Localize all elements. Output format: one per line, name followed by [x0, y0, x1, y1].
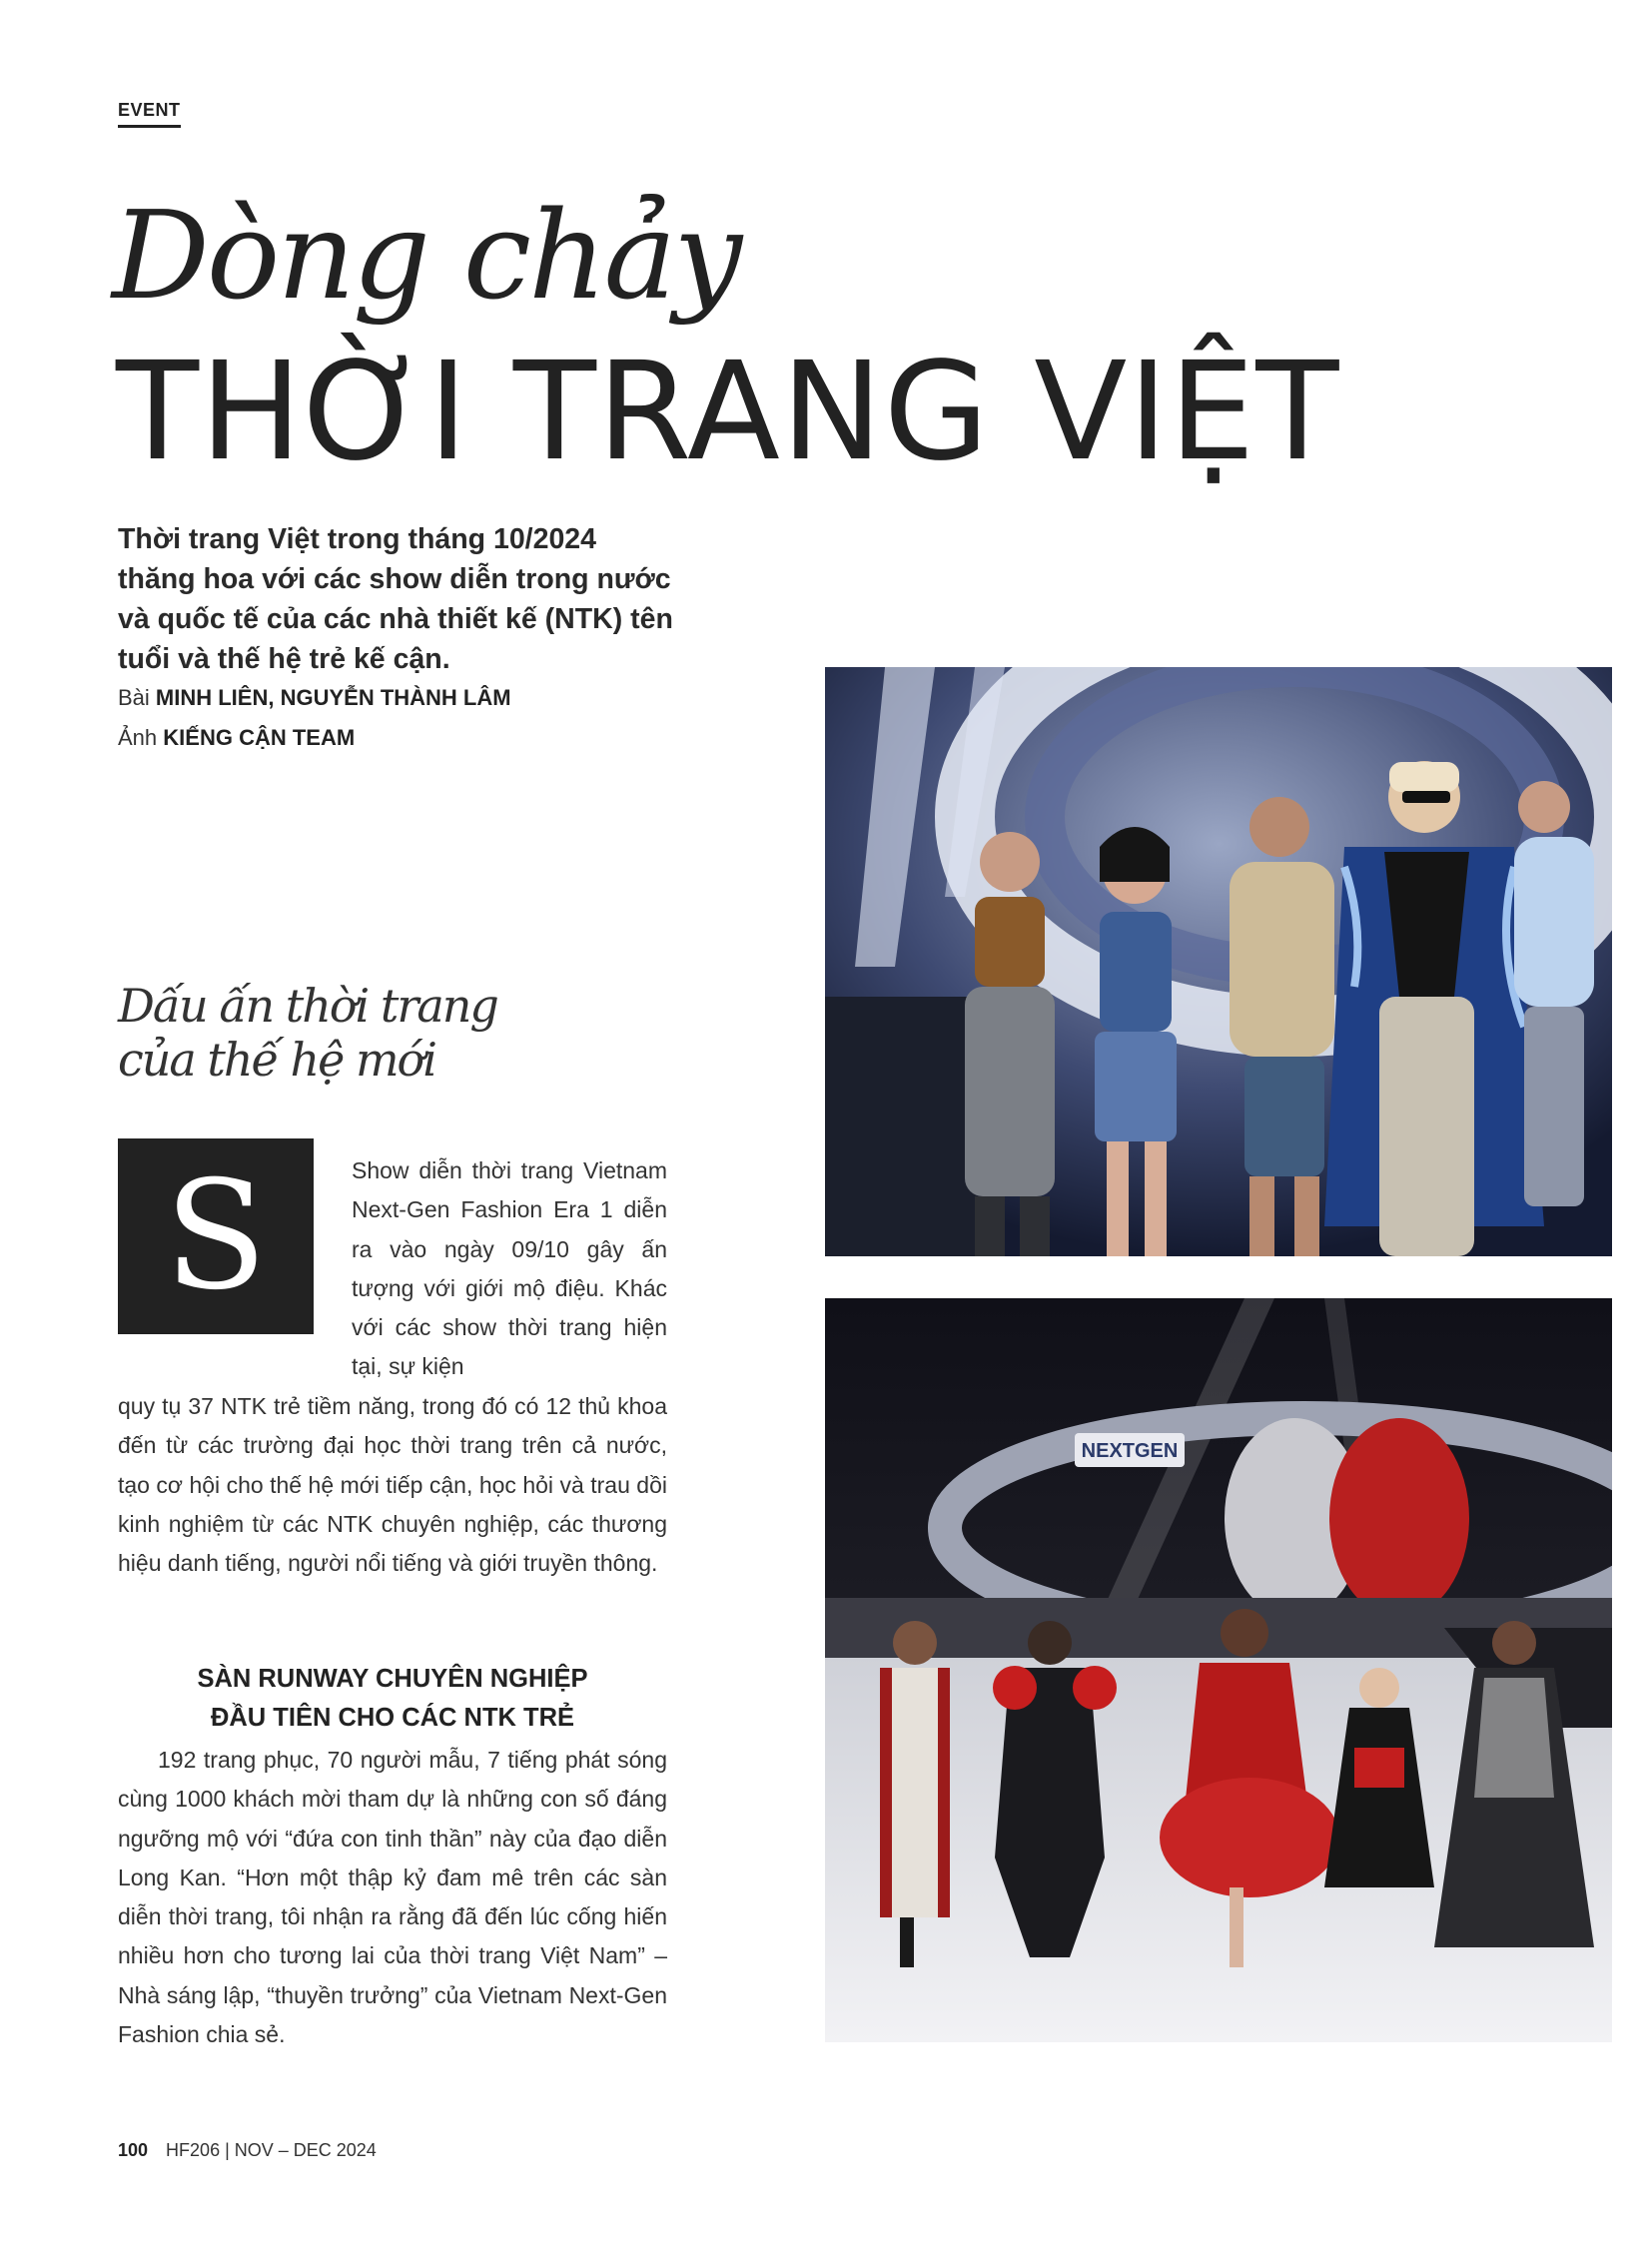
page-number: 100	[118, 2140, 149, 2160]
runway-models-photo	[825, 667, 1612, 1256]
paragraph-1-tail: quy tụ 37 NTK trẻ tiềm năng, trong đó có 12 thủ khoa đến từ các trường đại học thời trang trên cả nước, tạo cơ hội cho thế hệ mới tiếp cận, học hỏi và trau dồi kinh nghiệm từ các NTK chuyên nghiệp, các thương hiệu danh tiếng, người nổi tiếng và giới truyền thông.	[118, 1393, 667, 1577]
runway-models-illustration	[825, 667, 1612, 1256]
title-main-line: THỜI TRANG VIỆT	[116, 334, 1340, 491]
paragraph-1-head: Show diễn thời trang Vietnam Next-Gen Fashion Era 1 diễn ra vào ngày 09/10 gây ấn tượng với giới mộ điệu. Khác với các show thời trang hiện tại, sự kiện	[352, 1157, 667, 1380]
runway-stage-illustration	[825, 1298, 1612, 2042]
byline-prefix: Bài	[118, 685, 150, 710]
photo-credit-authors: KIẾNG CẬN TEAM	[163, 725, 356, 750]
section-heading-line-1: SÀN RUNWAY CHUYÊN NGHIỆP	[197, 1665, 588, 1693]
page-footer	[118, 2140, 377, 2161]
title-script-line: Dòng chảy	[112, 185, 740, 327]
byline-photo	[118, 725, 355, 751]
photo-credit-prefix: Ảnh	[118, 725, 158, 750]
subheading-line-1: Dấu ấn thời trang	[118, 979, 497, 1033]
article-subheading	[118, 979, 537, 1087]
byline-authors: MINH LIÊN, NGUYỄN THÀNH LÂM	[155, 685, 511, 710]
runway-stage-photo	[825, 1298, 1612, 2042]
lead-paragraph: Thời trang Việt trong tháng 10/2024 thăng hoa với các show diễn trong nước và quốc tế của các nhà thiết kế (NTK) tên tuổi và thế hệ trẻ kế cận.	[118, 523, 673, 675]
drop-cap: S	[118, 1138, 314, 1334]
subheading-line-2: của thế hệ mới	[118, 1033, 435, 1087]
issue-info: HF206 | NOV – DEC 2024	[166, 2140, 377, 2160]
byline-text	[118, 685, 511, 711]
stage-sign: NEXTGEN	[1081, 1440, 1179, 1462]
paragraph-2: 192 trang phục, 70 người mẫu, 7 tiếng phát sóng cùng 1000 khách mời tham dự là những con số đáng ngưỡng mộ với “đứa con tinh thần” này của đạo diễn Long Kan. “Hơn một thập kỷ đam mê trên các sàn diễn thời trang, tôi nhận ra rằng đã đến lúc cống hiến nhiều hơn cho tương lai của thời trang Việt Nam” – Nhà sáng lập, “thuyền trưởng” của Vietnam Next-Gen Fashion chia sẻ.	[118, 1747, 667, 2048]
section-tag: EVENT	[118, 100, 181, 128]
section-heading	[118, 1660, 667, 1738]
section-heading-line-2: ĐẦU TIÊN CHO CÁC NTK TRẺ	[210, 1704, 575, 1732]
